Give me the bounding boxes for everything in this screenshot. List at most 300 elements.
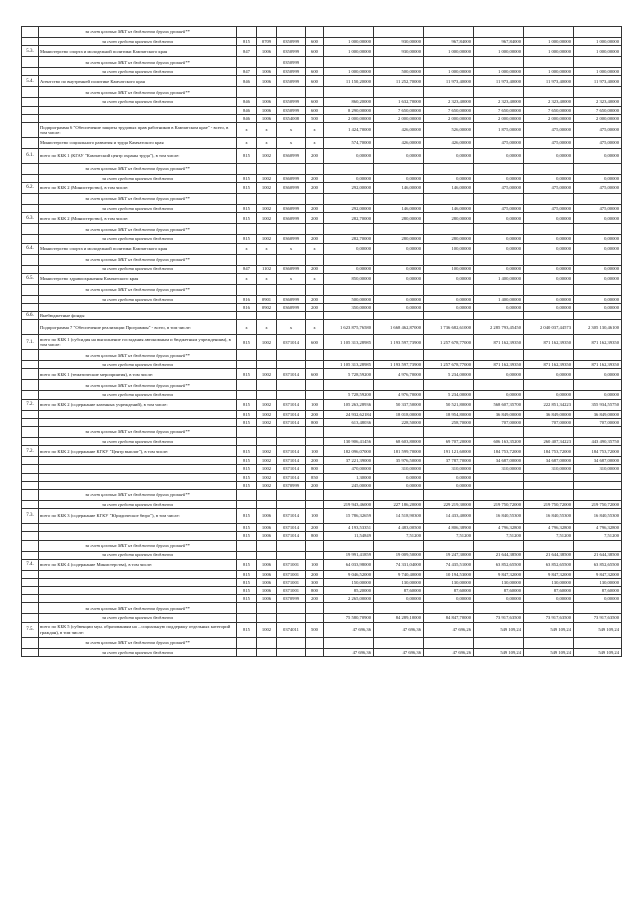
code-cell: x	[257, 122, 277, 137]
table-row	[22, 57, 622, 68]
code-cell: x	[306, 320, 324, 335]
code-cell: 815	[237, 509, 257, 524]
code-cell: 800	[306, 532, 324, 540]
amount-cell: 4 796,32800	[524, 524, 574, 532]
amount-cell: 2 000,00000	[574, 114, 622, 122]
amount-cell: 310,00000	[424, 465, 474, 473]
funding-source-label: за счет средств краевого бюджета	[39, 361, 237, 369]
code-cell: 1006	[257, 106, 277, 114]
table-row	[22, 114, 622, 122]
code-cell: 200	[306, 524, 324, 532]
code-cell: 0350999	[277, 106, 306, 114]
funding-source-label: за счет средств краевого бюджета	[39, 438, 237, 446]
row-number	[22, 57, 39, 68]
code-cell: 0371001	[277, 578, 306, 586]
code-cell	[237, 603, 257, 614]
code-cell: 0350999	[277, 68, 306, 76]
amount-cell	[474, 224, 524, 235]
code-cell	[277, 648, 306, 656]
code-cell: 0371014	[277, 446, 306, 457]
amount-cell	[524, 380, 574, 391]
row-number	[22, 481, 39, 489]
table-row	[22, 254, 622, 265]
code-cell: 1002	[257, 183, 277, 194]
item-description: всего по КБК 4 (содержание Министерства), в том числе:	[39, 559, 237, 570]
amount-cell: 5 728,59200	[324, 391, 374, 399]
amount-cell: 16 840,55300	[524, 509, 574, 524]
amount-cell	[574, 163, 622, 174]
funding-source-label: за счет целевых МБТ из бюджетов других уровней**	[39, 284, 237, 295]
funding-source-label: за счет средств краевого бюджета	[39, 295, 237, 303]
row-number: 7.3.	[22, 509, 39, 524]
funding-source-label: за счет средств краевого бюджета	[39, 38, 237, 46]
amount-cell: 475,00000	[574, 183, 622, 194]
amount-cell: 871 162,39350	[574, 361, 622, 369]
code-cell	[237, 637, 257, 648]
table-row	[22, 369, 622, 380]
row-number	[22, 361, 39, 369]
code-cell: 815	[237, 587, 257, 595]
amount-cell: 475,00000	[524, 183, 574, 194]
item-description: Министерство спорта и молодежной политики Камчатского края	[39, 46, 237, 57]
amount-cell: 184 753,72000	[524, 446, 574, 457]
amount-cell: 0,00000	[474, 213, 524, 224]
amount-cell: 37 787,70000	[424, 457, 474, 465]
code-cell: 1006	[257, 524, 277, 532]
amount-cell: 0,00000	[574, 595, 622, 603]
item-description: всего по КБК 1 (субсидия на выполнение госзадания автономным и бюджетным учреждениям), в том числе:	[39, 335, 237, 350]
table-row	[22, 213, 622, 224]
amount-cell	[374, 427, 424, 438]
code-cell: 815	[237, 335, 257, 350]
amount-cell	[524, 27, 574, 38]
amount-cell: 47 696,36	[324, 622, 374, 637]
code-cell: x	[237, 243, 257, 254]
row-number	[22, 350, 39, 361]
amount-cell: 19 247,30000	[424, 551, 474, 559]
amount-cell: 0,00000	[374, 481, 424, 489]
amount-cell: 0,00000	[574, 303, 622, 311]
amount-cell: 2 323,40000	[574, 98, 622, 106]
amount-cell: 871 162,39350	[474, 335, 524, 350]
table-row	[22, 46, 622, 57]
code-cell	[237, 361, 257, 369]
table-row	[22, 427, 622, 438]
code-cell	[237, 540, 257, 551]
code-cell: x	[257, 273, 277, 284]
item-description	[39, 570, 237, 578]
amount-cell: 9 847,32000	[524, 570, 574, 578]
amount-cell: 4 976,70000	[374, 369, 424, 380]
code-cell: 0350999	[277, 46, 306, 57]
table-row	[22, 235, 622, 243]
amount-cell: 0,00000	[474, 303, 524, 311]
amount-cell: 1 736 682,61000	[424, 320, 474, 335]
funding-source-label: за счет средств краевого бюджета	[39, 174, 237, 182]
amount-cell: 2 000,00000	[324, 114, 374, 122]
amount-cell: 310,00000	[374, 465, 424, 473]
code-cell	[257, 391, 277, 399]
amount-cell: 0,00000	[474, 235, 524, 243]
code-cell: 815	[237, 524, 257, 532]
item-description: всего по КБК 2 (Министерство), в том числе:	[39, 183, 237, 194]
amount-cell: 146,00000	[424, 205, 474, 213]
row-number	[22, 465, 39, 473]
amount-cell: 426,00000	[374, 137, 424, 148]
code-cell: x	[277, 243, 306, 254]
amount-cell: 549 109,24	[474, 648, 524, 656]
code-cell	[306, 551, 324, 559]
amount-cell: 0,00000	[374, 148, 424, 163]
amount-cell	[324, 284, 374, 295]
item-description: Агентство по внутренней политике Камчатского края	[39, 76, 237, 87]
amount-cell: 1 000,00000	[324, 46, 374, 57]
amount-cell	[424, 489, 474, 500]
code-cell	[277, 614, 306, 622]
amount-cell: 191 121,60000	[424, 446, 474, 457]
code-cell: 0360999	[277, 205, 306, 213]
item-description	[39, 595, 237, 603]
amount-cell	[374, 312, 424, 320]
code-cell	[306, 312, 324, 320]
amount-cell	[324, 27, 374, 38]
code-cell	[237, 57, 257, 68]
amount-cell: 0,00000	[574, 391, 622, 399]
code-cell	[257, 614, 277, 622]
funding-source-label: за счет средств краевого бюджета	[39, 68, 237, 76]
amount-cell: 475,00000	[524, 205, 574, 213]
funding-source-label: за счет средств краевого бюджета	[39, 614, 237, 622]
amount-cell: 549 109,24	[574, 648, 622, 656]
table-row	[22, 224, 622, 235]
amount-cell: 146,00000	[374, 205, 424, 213]
amount-cell: 1 000,00000	[574, 46, 622, 57]
funding-source-label: за счет целевых МБТ из бюджетов других уровней**	[39, 224, 237, 235]
amount-cell: 2 285 793,45450	[474, 320, 524, 335]
code-cell: 600	[306, 369, 324, 380]
code-cell: 0371014	[277, 473, 306, 481]
amount-cell: 87,60000	[574, 587, 622, 595]
amount-cell: 0,00000	[374, 243, 424, 254]
code-cell: 1002	[257, 235, 277, 243]
amount-cell: 568 607,35700	[474, 399, 524, 410]
amount-cell: 1 424,70000	[324, 122, 374, 137]
amount-cell: 0,00000	[474, 391, 524, 399]
amount-cell: 87,60000	[424, 587, 474, 595]
amount-cell: 47 696,26	[424, 622, 474, 637]
amount-cell: 0,00000	[524, 595, 574, 603]
amount-cell: 9 046,52000	[324, 570, 374, 578]
code-cell: 0360999	[277, 148, 306, 163]
amount-cell: 930,00000	[374, 38, 424, 46]
amount-cell: 0,00000	[574, 295, 622, 303]
row-number	[22, 603, 39, 614]
code-cell	[277, 350, 306, 361]
amount-cell: 1 632,70000	[374, 98, 424, 106]
amount-cell: 11 973,40000	[524, 76, 574, 87]
amount-cell	[324, 163, 374, 174]
amount-cell: 426,00000	[424, 137, 474, 148]
code-cell: 0360999	[277, 174, 306, 182]
amount-cell: 245,00000	[324, 481, 374, 489]
code-cell: 0360999	[277, 213, 306, 224]
row-number: 5.3.	[22, 46, 39, 57]
amount-cell	[324, 57, 374, 68]
amount-cell: 184 753,72000	[574, 446, 622, 457]
amount-cell: 0,00000	[524, 174, 574, 182]
amount-cell: 63 852,65500	[524, 559, 574, 570]
table-row	[22, 87, 622, 98]
code-cell: 846	[237, 76, 257, 87]
code-cell	[237, 648, 257, 656]
amount-cell: 0,00000	[474, 369, 524, 380]
amount-cell: 871 162,39350	[474, 361, 524, 369]
code-cell: 200	[306, 295, 324, 303]
amount-cell: 11 973,40000	[574, 76, 622, 87]
code-cell: x	[237, 320, 257, 335]
amount-cell	[574, 427, 622, 438]
code-cell	[277, 391, 306, 399]
amount-cell: 15 786,32659	[324, 509, 374, 524]
amount-cell: 258,70000	[424, 418, 474, 426]
code-cell	[237, 438, 257, 446]
amount-cell: 0,00000	[374, 265, 424, 273]
code-cell	[306, 637, 324, 648]
code-cell: 0370999	[277, 481, 306, 489]
row-number	[22, 163, 39, 174]
code-cell	[257, 254, 277, 265]
amount-cell	[524, 194, 574, 205]
amount-cell: 1 000,00000	[524, 38, 574, 46]
amount-cell: 0,00000	[524, 213, 574, 224]
code-cell	[237, 391, 257, 399]
code-cell	[237, 312, 257, 320]
code-cell: x	[277, 137, 306, 148]
row-number	[22, 637, 39, 648]
amount-cell: 84 847,70000	[424, 614, 474, 622]
amount-cell: 0,00000	[574, 369, 622, 380]
table-row	[22, 350, 622, 361]
amount-cell	[324, 540, 374, 551]
amount-cell: 355 934,55750	[574, 399, 622, 410]
item-description	[39, 418, 237, 426]
amount-cell	[424, 57, 474, 68]
row-number: 5.4.	[22, 76, 39, 87]
amount-cell	[524, 473, 574, 481]
amount-cell	[524, 540, 574, 551]
amount-cell: 0,00000	[424, 481, 474, 489]
funding-source-label: за счет целевых МБТ из бюджетов других уровней**	[39, 540, 237, 551]
amount-cell: 0,00000	[374, 303, 424, 311]
amount-cell: 282,70000	[324, 235, 374, 243]
amount-cell: 2 305 130,46100	[574, 320, 622, 335]
amount-cell: 0,00000	[424, 303, 474, 311]
amount-cell: 0,00000	[574, 148, 622, 163]
table-row	[22, 446, 622, 457]
code-cell	[237, 427, 257, 438]
row-number	[22, 540, 39, 551]
amount-cell	[524, 481, 574, 489]
amount-cell	[374, 57, 424, 68]
row-number: 6.3.	[22, 213, 39, 224]
amount-cell	[474, 87, 524, 98]
row-number	[22, 380, 39, 391]
item-description: всего по КБК 2 (Министерство), в том числе:	[39, 213, 237, 224]
amount-cell	[474, 194, 524, 205]
row-number	[22, 489, 39, 500]
amount-cell: 0,00000	[474, 595, 524, 603]
row-number	[22, 224, 39, 235]
amount-cell	[524, 163, 574, 174]
code-cell	[257, 551, 277, 559]
funding-source-label: за счет средств краевого бюджета	[39, 205, 237, 213]
table-row	[22, 595, 622, 603]
amount-cell	[324, 637, 374, 648]
code-cell	[306, 27, 324, 38]
row-number	[22, 68, 39, 76]
code-cell: 100	[306, 399, 324, 410]
funding-source-label: за счет средств краевого бюджета	[39, 98, 237, 106]
code-cell	[257, 637, 277, 648]
code-cell: 1006	[257, 532, 277, 540]
code-cell: x	[257, 243, 277, 254]
code-cell: 847	[237, 68, 257, 76]
row-number	[22, 587, 39, 595]
amount-cell	[474, 254, 524, 265]
row-number	[22, 114, 39, 122]
amount-cell: 0,00000	[574, 243, 622, 254]
code-cell: 815	[237, 465, 257, 473]
code-cell	[237, 224, 257, 235]
amount-cell: 967,84000	[474, 38, 524, 46]
amount-cell: 707,00000	[574, 418, 622, 426]
amount-cell: 9 847,32000	[574, 570, 622, 578]
amount-cell: 7 650,00000	[474, 106, 524, 114]
amount-cell: 219 943,46000	[324, 500, 374, 508]
amount-cell: 500,00000	[374, 68, 424, 76]
amount-cell: 105 263,28936	[324, 399, 374, 410]
code-cell	[306, 614, 324, 622]
amount-cell: 1 105 313,28985	[324, 335, 374, 350]
amount-cell	[324, 312, 374, 320]
code-cell: x	[257, 320, 277, 335]
code-cell: 0360999	[277, 183, 306, 194]
amount-cell: 5 234,00000	[424, 369, 474, 380]
code-cell: 815	[237, 183, 257, 194]
code-cell: 1002	[257, 213, 277, 224]
table-row	[22, 524, 622, 532]
amount-cell	[474, 489, 524, 500]
code-cell: 1002	[257, 446, 277, 457]
amount-cell: 0,00000	[324, 243, 374, 254]
table-row	[22, 399, 622, 410]
amount-cell: 2 323,40000	[474, 98, 524, 106]
amount-cell: 1 105 313,28985	[324, 361, 374, 369]
amount-cell	[574, 194, 622, 205]
amount-cell	[574, 254, 622, 265]
code-cell: 815	[237, 570, 257, 578]
table-row	[22, 27, 622, 38]
amount-cell: 73 917,63500	[574, 614, 622, 622]
code-cell: x	[277, 320, 306, 335]
amount-cell: 222 851,34223	[524, 399, 574, 410]
code-cell	[277, 603, 306, 614]
amount-cell: 0,00000	[374, 473, 424, 481]
table-row	[22, 637, 622, 648]
code-cell: 200	[306, 183, 324, 194]
code-cell: 815	[237, 457, 257, 465]
item-description	[39, 524, 237, 532]
code-cell: 100	[306, 446, 324, 457]
code-cell: 846	[237, 106, 257, 114]
code-cell: 815	[237, 418, 257, 426]
code-cell: x	[237, 137, 257, 148]
code-cell: x	[306, 137, 324, 148]
row-number	[22, 473, 39, 481]
amount-cell: 0,00000	[474, 243, 524, 254]
code-cell: x	[306, 122, 324, 137]
amount-cell: 4 796,32800	[574, 524, 622, 532]
amount-cell: 146,00000	[374, 183, 424, 194]
amount-cell	[374, 350, 424, 361]
row-number	[22, 27, 39, 38]
amount-cell: 310,00000	[474, 465, 524, 473]
code-cell: 846	[237, 114, 257, 122]
item-description: всего по КБК 1 (КГАУ "Камчатский центр охраны труда"), в том числе:	[39, 148, 237, 163]
code-cell	[306, 350, 324, 361]
amount-cell: 1 193 597,73900	[374, 361, 424, 369]
table-row	[22, 273, 622, 284]
code-cell: 850	[306, 473, 324, 481]
code-cell: 0371001	[277, 587, 306, 595]
amount-cell: 4 193,53351	[324, 524, 374, 532]
code-cell: 200	[306, 265, 324, 273]
amount-cell: 0,00000	[524, 391, 574, 399]
table-row	[22, 587, 622, 595]
amount-cell: 280,00000	[424, 213, 474, 224]
code-cell	[277, 312, 306, 320]
amount-cell: 475,00000	[474, 205, 524, 213]
amount-cell: 47 696,36	[324, 648, 374, 656]
amount-cell: 85,20000	[324, 587, 374, 595]
amount-cell: 74 435,51000	[424, 559, 474, 570]
amount-cell: 63 852,65500	[474, 559, 524, 570]
amount-cell: 21 644,38500	[574, 551, 622, 559]
code-cell: 816	[237, 303, 257, 311]
table-row	[22, 295, 622, 303]
amount-cell: 1 257 678,77000	[424, 335, 474, 350]
amount-cell	[424, 27, 474, 38]
amount-cell	[424, 603, 474, 614]
code-cell: 815	[237, 174, 257, 182]
amount-cell: 47 696,36	[374, 648, 424, 656]
amount-cell: 34 687,00000	[574, 457, 622, 465]
row-number	[22, 595, 39, 603]
amount-cell	[424, 254, 474, 265]
amount-cell: 75 580,70900	[324, 614, 374, 622]
code-cell: 0371001	[277, 570, 306, 578]
amount-cell: 1 000,00000	[474, 46, 524, 57]
amount-cell: 292,00000	[324, 183, 374, 194]
code-cell: 1006	[257, 46, 277, 57]
amount-cell: 7 650,00000	[574, 106, 622, 114]
code-cell	[257, 312, 277, 320]
code-cell: 0371014	[277, 410, 306, 418]
item-description: Министерство социального развития и труда Камчатского края	[39, 137, 237, 148]
amount-cell: 0,00000	[524, 303, 574, 311]
code-cell	[277, 27, 306, 38]
row-number	[22, 284, 39, 295]
